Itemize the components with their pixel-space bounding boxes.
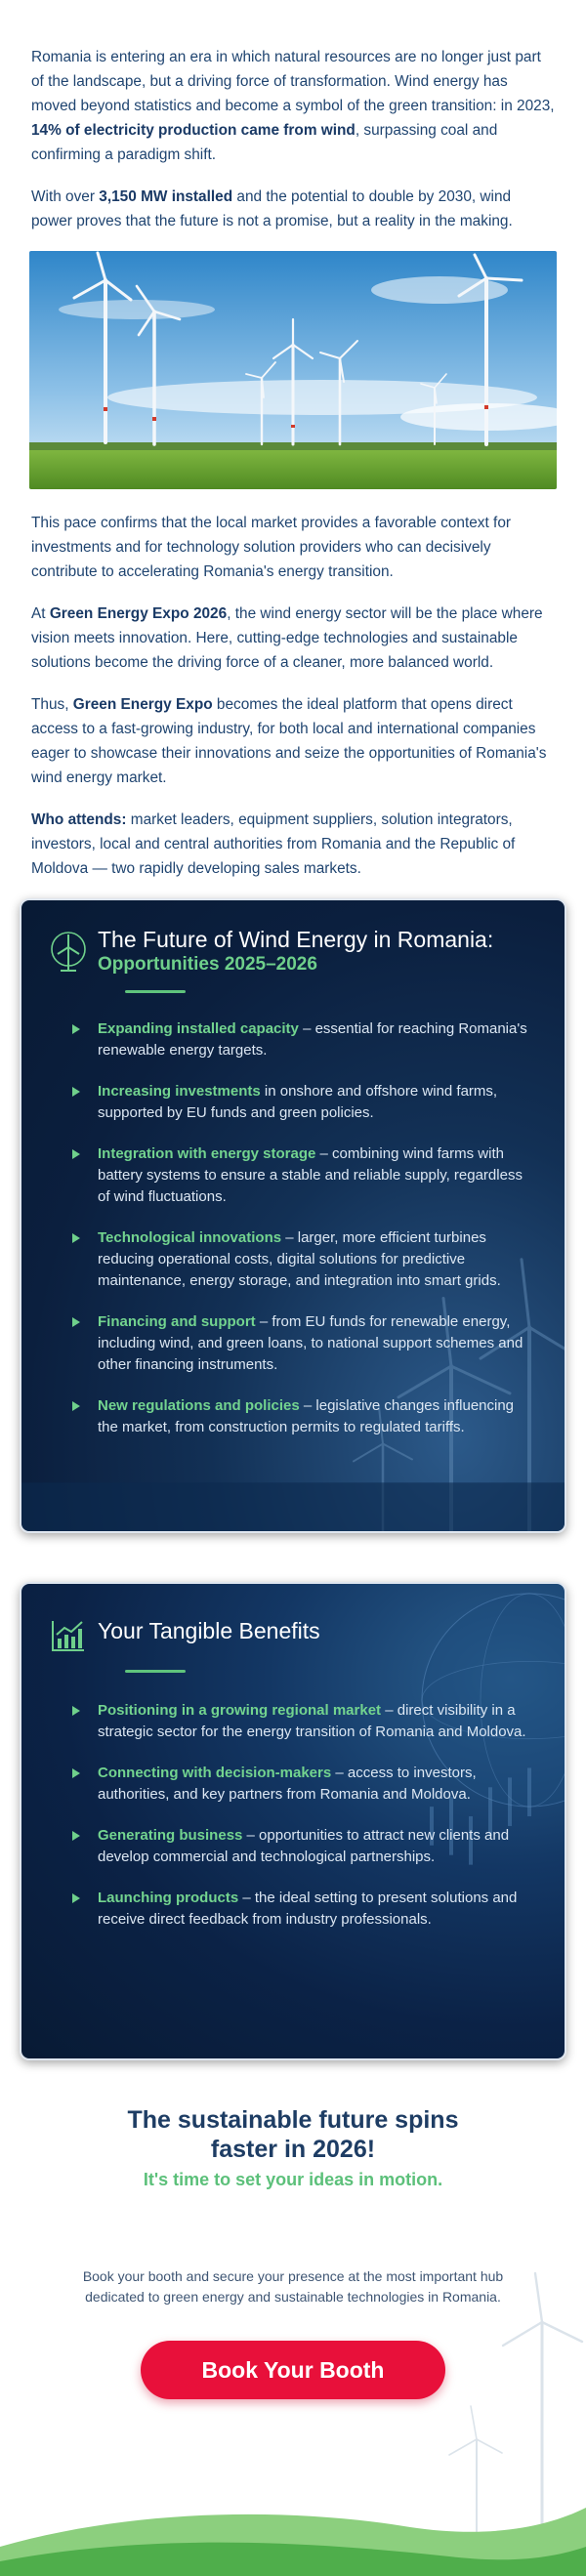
list-item: Integration with energy storage – combining wind farms with battery systems to ensure a stable and reliable supply, regardless of wind fluctuations.	[72, 1143, 535, 1208]
intro-paragraph-2: With over 3,150 MW installed and the potential to double by 2030, wind power proves that the future is not a promise, but a reality in the making.	[31, 188, 513, 229]
intro-paragraph-4: At Green Energy Expo 2026, the wind energy sector will be the place where vision meets innovation. Here, cutting-edge technologies and sustainable solutions become the driving force of a cleaner, more balanced world.	[31, 605, 543, 671]
benefits-card-title: Your Tangible Benefits	[98, 1618, 320, 1643]
intro-paragraph-1: Romania is entering an era in which natural resources are no longer just part of the landscape, but a driving force of transformation. Wind energy has moved beyond statistics and become a symbol of the green transition: in 2023, 14% of electricity production came from wind, surpassing coal and confirming a paradigm shift.	[31, 49, 555, 163]
future-card-title: The Future of Wind Energy in Romania:	[98, 927, 494, 952]
title-underline	[125, 990, 186, 993]
list-item: Generating business – opportunities to attract new clients and develop commercial and technological partnerships.	[72, 1825, 535, 1868]
arrow-bullet-icon	[72, 1024, 80, 1034]
highlight-installed-mw: 3,150 MW installed	[99, 188, 233, 205]
intro-paragraph-5: Thus, Green Energy Expo becomes the ideal platform that opens direct access to a fast-growing industry, for both local and international companies eager to showcase their innovations and seize the opportunities of Romania's wind energy market.	[31, 696, 547, 786]
wind-turbine-icon	[49, 930, 88, 973]
closing-section	[0, 2060, 586, 2399]
highlight-expo-2026: Green Energy Expo 2026	[49, 605, 228, 622]
wind-farm-photo	[29, 251, 557, 489]
who-attends-label: Who attends:	[31, 811, 127, 828]
arrow-bullet-icon	[72, 1831, 80, 1841]
arrow-bullet-icon	[72, 1893, 80, 1903]
highlight-wind-share: 14% of electricity production came from wind	[31, 122, 356, 139]
growth-chart-icon	[49, 1613, 88, 1656]
wind-farm-illustration	[29, 251, 557, 489]
arrow-bullet-icon	[72, 1233, 80, 1243]
closing-subtitle: It's time to set your ideas in motion.	[143, 2170, 443, 2189]
arrow-bullet-icon	[72, 1087, 80, 1097]
list-item: Launching products – the ideal setting to present solutions and receive direct feedback from industry professionals.	[72, 1888, 535, 1931]
benefits-list	[49, 1700, 535, 1931]
list-item: Connecting with decision-makers – access to investors, authorities, and key partners from Romania and Moldova.	[72, 1763, 535, 1806]
list-item: Expanding installed capacity – essential for reaching Romania's renewable energy targets.	[72, 1018, 535, 1061]
list-item: Increasing investments in onshore and offshore wind farms, supported by EU funds and green policies.	[72, 1081, 535, 1124]
arrow-bullet-icon	[72, 1768, 80, 1778]
intro-section-2	[0, 511, 586, 881]
list-item: Technological innovations – larger, more efficient turbines reducing operational costs, digital solutions for predictive maintenance, energy storage, and integration into smart grids.	[72, 1227, 535, 1292]
arrow-bullet-icon	[72, 1401, 80, 1411]
arrow-bullet-icon	[72, 1706, 80, 1716]
highlight-expo: Green Energy Expo	[72, 696, 213, 713]
closing-title: The sustainable future spins faster in 2026!	[127, 2106, 459, 2163]
intro-paragraph-6: Who attends: market leaders, equipment suppliers, solution integrators, investors, local and central authorities from Romania and the Republic of Moldova — two rapidly developing sales markets.	[31, 811, 516, 877]
intro-section	[0, 0, 586, 233]
future-card-subtitle: Opportunities 2025–2026	[98, 954, 317, 975]
list-item: Financing and support – from EU funds for renewable energy, including wind, and green loans, to national support schemes and other financing instruments.	[72, 1311, 535, 1376]
closing-text: Book your booth and secure your presence at the most important hub dedicated to green energy and sustainable technologies in Romania.	[82, 2268, 504, 2305]
book-booth-button[interactable]: Book Your Booth	[141, 2341, 445, 2399]
future-opportunities-list	[49, 1018, 535, 1438]
future-wind-energy-card	[20, 898, 566, 1533]
arrow-bullet-icon	[72, 1317, 80, 1327]
list-item: New regulations and policies – legislative changes influencing the market, from construction permits to regulated tariffs.	[72, 1395, 535, 1438]
tangible-benefits-card	[20, 1582, 566, 2060]
intro-paragraph-3: This pace confirms that the local market provides a favorable context for investments and for technology solution providers who can decisively contribute to accelerating Romania's energy transition.	[31, 515, 512, 580]
title-underline	[125, 1670, 186, 1673]
list-item: Positioning in a growing regional market – direct visibility in a strategic sector for the energy transition of Romania and Moldova.	[72, 1700, 535, 1743]
arrow-bullet-icon	[72, 1149, 80, 1159]
